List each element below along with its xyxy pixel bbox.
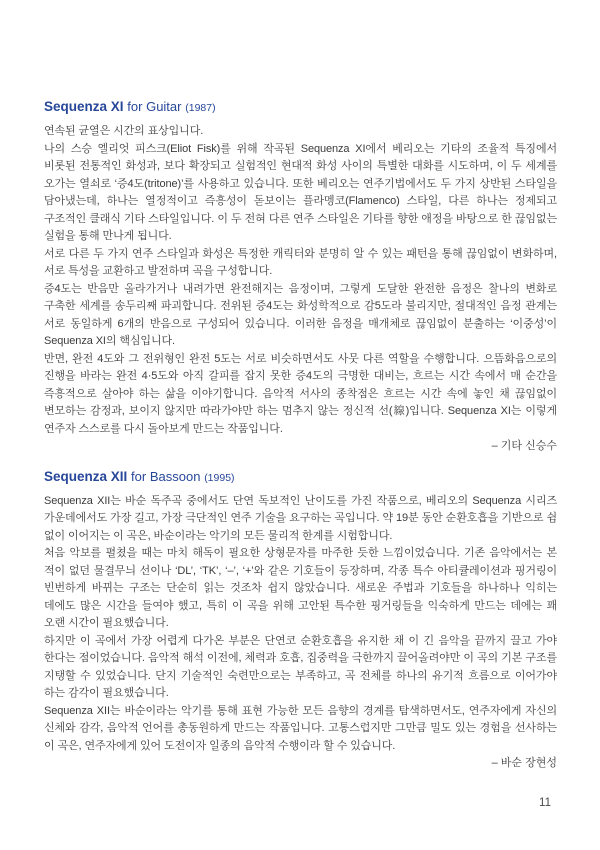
signature-bassoon: – 바순 장현성 <box>491 757 557 769</box>
section-title-sequenza-xii <box>44 469 557 486</box>
page-number: 11 <box>539 797 551 809</box>
work-instrument: for Guitar <box>127 99 182 114</box>
page-content <box>44 0 557 773</box>
paragraph: 서로 다른 두 가지 연주 스타일과 화성은 특정한 캐릭터와 분명히 알 수 있는 패턴을 통해 끊임없이 변화하며, 서로 특성을 교환하고 발전하며 곡을 구성합니다. <box>44 247 557 277</box>
signature-guitar: – 기타 신승수 <box>491 440 557 452</box>
paragraph: 하지만 이 곡에서 가장 어렵게 다가온 부분은 단연코 순환호흡을 유지한 채 이 긴 음악을 끝까지 끌고 가야 한다는 점이었습니다. 음악적 해석 이전에, 체력과 호흡, 집중력을 극한까지 끌어올려야만 이 곡의 기본 구조를 지탱할 수 있었습니다. 단지 기술적인 숙련만으로는 부족하고, 곡 전체를 하나의 유기적 흐름으로 이어가야 하는 감각이 필요했습니다. <box>44 634 557 699</box>
work-year: (1995) <box>204 471 235 484</box>
work-title: Sequenza XI <box>44 99 124 114</box>
paragraph: 증4도는 반음만 올라가거나 내려가면 완전해지는 음정이며, 그렇게 도달한 완전한 음정은 찰나의 변화로 구축한 세계를 송두리째 파괴합니다. 전위된 증4도는 화성학적으로 감5도라 불리지만, 절대적인 음정 관계는 서로 동일하게 6개의 반음으로 구성되어 있습니다. 이러한 음정을 매개체로 끊임없이 분출하는 ‘이중성’이 Sequenza XI의 핵심입니다. <box>44 282 557 347</box>
paragraph: 나의 스승 엘리엇 피스크(Eliot Fisk)를 위해 작곡된 Sequenza XI에서 베리오는 기타의 조율적 특징에서 비롯된 전통적인 화성과, 보다 확장되고 실험적인 현대적 화성 사이의 특별한 대화를 시도하며, 이 두 세계를 오가는 열쇠로 ‘증4도(tritone)’를 사용하고 있습니다. 또한 베리오는 연주기법에서도 두 가지 상반된 스타일을 담아냈는데, 하나는 열정적이고 즉흥성이 돋보이는 플라멩코(Flamenco) 스타일, 다른 하나는 정제되고 구조적인 클래식 기타 스타일입니다. 이 두 전혀 다른 연주 스타일은 기타를 향한 애정을 바탕으로 한 끊임없는 실험을 통해 만나게 됩니다. <box>44 142 557 242</box>
work-title: Sequenza XII <box>44 468 128 484</box>
paragraph: 연속된 균열은 시간의 표상입니다. <box>44 125 204 137</box>
paragraph: 반면, 완전 4도와 그 전위형인 완전 5도는 서로 비슷하면서도 사뭇 다른 역할을 수행합니다. 으뜸화음으로의 진행을 바라는 완전 4·5도와 아직 갈피를 잡지 못한 증4도의 극명한 대비는, 흐르는 시간 속에서 매 순간을 즉흥적으로 살아야 하는 삶을 이야기합니다. 음악적 서사의 종착점은 흐르는 시간 속에 놓인 채 끊임없이 변모하는 감정과, 보이지 않지만 따라가야만 하는 멈추지 않는 정신적 선(線)입니다. Sequenza XI는 이렇게 연주자 스스로를 다시 돌아보게 만드는 작품입니다. <box>44 352 557 435</box>
paragraph: 처음 악보를 펼쳤을 때는 마치 해독이 필요한 상형문자를 마주한 듯한 느낌이었습니다. 기존 음악에서는 본 적이 없던 물결무늬 선이나 ‘DL’, ‘TK’, ‘–’, ‘+’와 같은 기호들이 등장하며, 각종 특수 아티큘레이션과 핑거링이 빈번하게 바뀌는 구조는 단순히 읽는 것조차 쉽지 않았습니다. 새로운 주법과 기호들을 하나하나 익히는 데에도 많은 시간을 들여야 했고, 특히 이 곡을 위해 고안된 특수한 핑거링들을 익숙하게 만드는 데에는 꽤 오랜 시간이 필요했습니다. <box>44 547 557 629</box>
paragraph: Sequenza XII는 바순 독주곡 중에서도 단연 독보적인 난이도를 가진 작품으로, 베리오의 Sequenza 시리즈 가운데에서도 가장 길고, 가장 극단적인 연주 기술을 요구하는 곡입니다. 약 19분 동안 순환호흡을 기반으로 쉼 없이 이어지는 이 곡은, 바순이라는 악기의 모든 물리적 한계를 시험합니다. <box>44 494 557 542</box>
work-year: (1987) <box>185 102 216 114</box>
section-title-sequenza-xi <box>44 99 557 116</box>
paragraph: Sequenza XII는 바순이라는 악기를 통해 표현 가능한 모든 음향의 경계를 탐색하면서도, 연주자에게 자신의 신체와 감각, 음악적 언어를 총동원하게 만드는 작품입니다. 고통스럽지만 그만큼 밀도 있는 경험을 선사하는 이 곡은, 연주자에게 있어 도전이자 일종의 음악적 수행이라 할 수 있습니다. <box>44 704 557 752</box>
work-instrument: for Bassoon <box>131 468 201 484</box>
